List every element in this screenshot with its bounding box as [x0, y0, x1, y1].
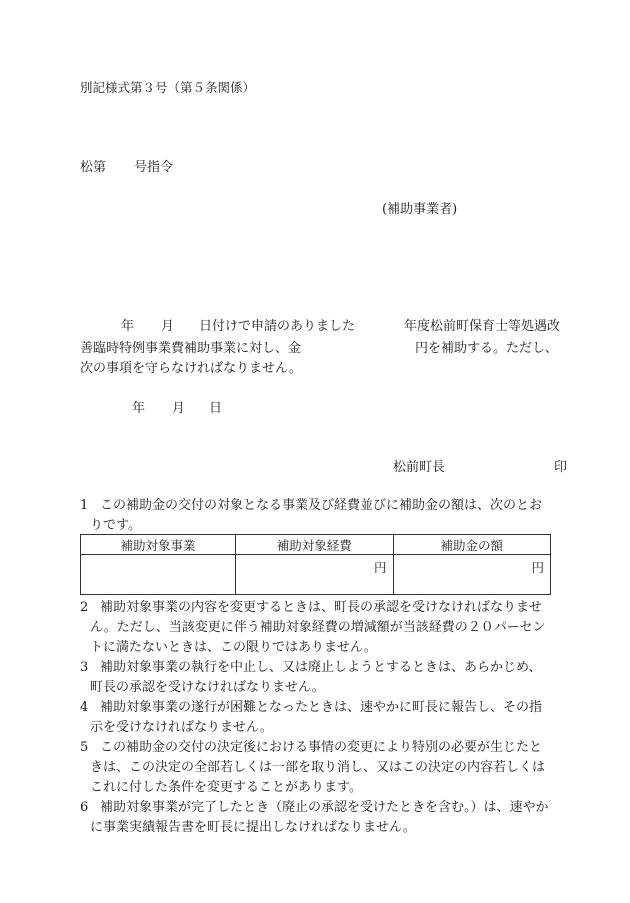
- order-number-suffix: 号指令: [134, 160, 174, 175]
- table-row: [81, 555, 551, 595]
- item-number: 2: [80, 600, 89, 615]
- item-number: 3: [80, 660, 89, 675]
- body-line2-a: 善臨時特例事業費補助事業に対し、金: [80, 341, 302, 356]
- item-number: 1: [80, 498, 89, 513]
- body-date-text: 日付けで申請のありました: [199, 319, 356, 334]
- table-header: 補助金の額: [393, 535, 550, 555]
- table-cell: 円: [236, 555, 393, 595]
- signature-title: 松前町長: [393, 460, 446, 475]
- body-year: 年: [121, 319, 135, 334]
- item-line: この補助金の交付の対象となる事業及び経費並びに補助金の額は、次のとお: [100, 498, 543, 513]
- item-line: 補助対象事業の内容を変更するときは、町長の承認を受けなければなりませ: [100, 600, 543, 615]
- date-year: 年: [132, 401, 146, 416]
- table-header: 補助対象経費: [236, 535, 393, 555]
- body-fiscal-year-text: 年度松前町保育士等処遇改: [404, 319, 561, 334]
- order-number-prefix: 松第: [80, 160, 107, 175]
- item-line: ん。ただし、当該変更に伴う補助対象経費の増減額が当該経費の２０パーセン: [90, 620, 546, 635]
- item-number: 6: [80, 800, 89, 815]
- table-header-row: [81, 535, 551, 555]
- item-line: に事業実績報告書を町長に提出しなければなりません。: [90, 820, 416, 835]
- table-cell: 円: [393, 555, 550, 595]
- item-line: この補助金の交付の決定後における事情の変更により特別の必要が生じたと: [100, 740, 543, 755]
- table-header: 補助対象事業: [81, 535, 236, 555]
- item-line: 補助対象事業が完了したとき（廃止の承認を受けたときを含む。）は、速やか: [100, 800, 549, 815]
- item-line: トに満たないときは、この限りではありません。: [90, 640, 377, 655]
- body-line2-b: 円を補助する。ただし、: [415, 341, 559, 356]
- item-line: りです。: [90, 518, 141, 533]
- subsidy-table: [80, 534, 551, 595]
- item-line: きは、この決定の全部若しくは一部を取り消し、又はこの決定の内容若しくは: [90, 760, 546, 775]
- body-line3: 次の事項を守らなければなりません。: [80, 361, 302, 376]
- item-line: 補助対象事業の執行を中止し、又は廃止しようとするときは、あらかじめ、: [100, 660, 542, 675]
- table-cell: [81, 555, 236, 595]
- item-number: 5: [80, 740, 89, 755]
- item-line: これに付した条件を変更することがあります。: [90, 780, 362, 795]
- item-number: 4: [80, 700, 89, 715]
- item-line: 示を受けなければなりません。: [90, 720, 273, 735]
- date-day: 日: [209, 401, 223, 416]
- form-label: 別記様式第３号（第５条関係）: [80, 80, 256, 95]
- recipient-label: (補助事業者): [382, 202, 458, 217]
- seal-mark: 印: [554, 460, 568, 475]
- date-month: 月: [172, 401, 186, 416]
- item-line: 町長の承認を受けなければなりません。: [90, 680, 325, 695]
- item-line: 補助対象事業の遂行が困難となったときは、速やかに町長に報告し、その指: [100, 700, 543, 715]
- body-month: 月: [161, 319, 175, 334]
